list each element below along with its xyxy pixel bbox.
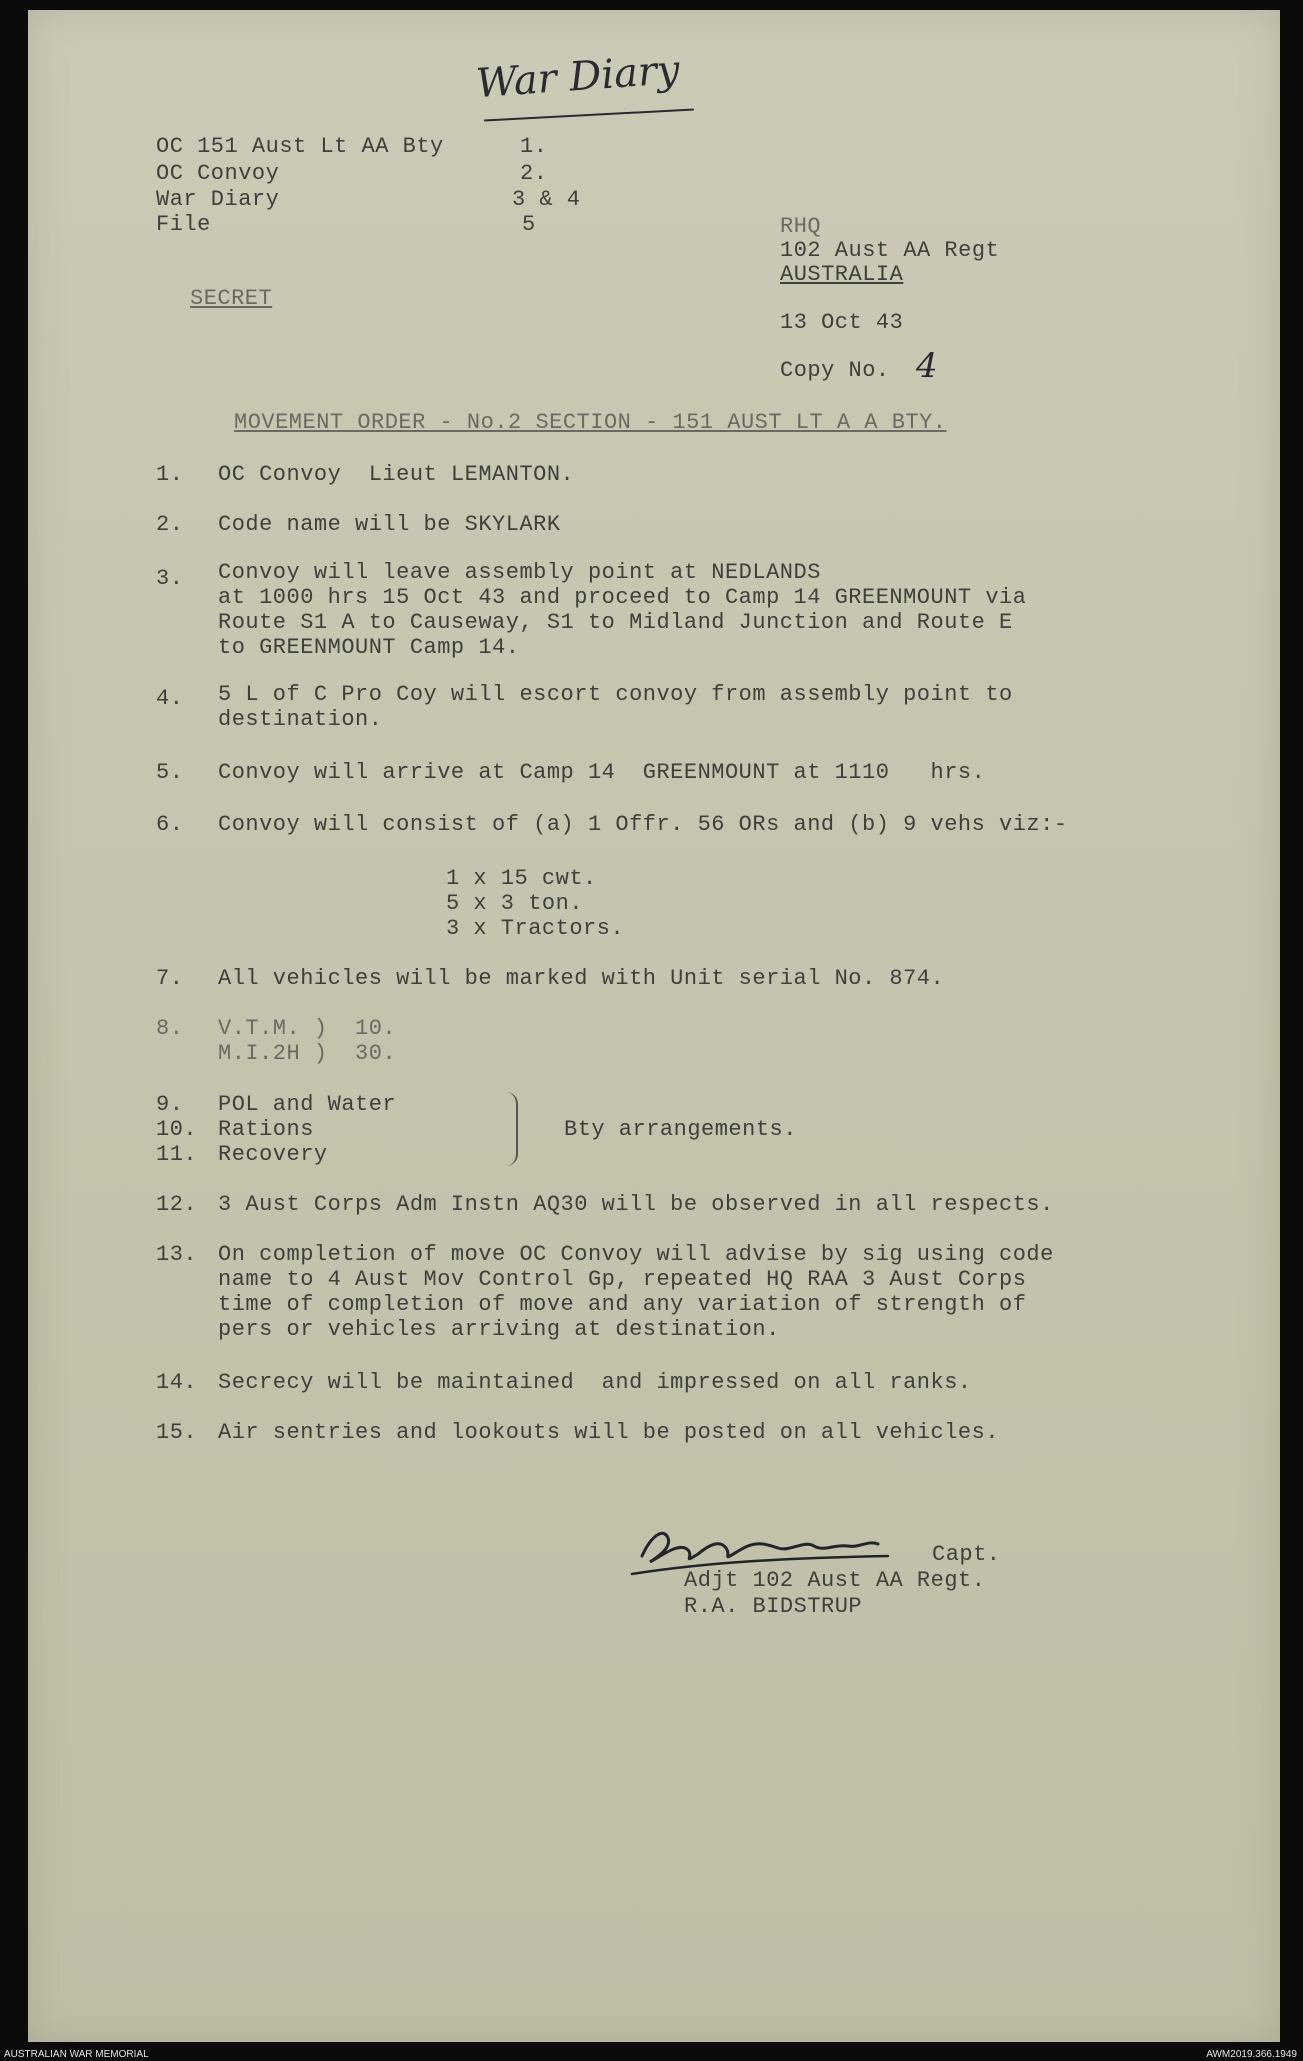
war-diary-handwritten-note: War Diary — [474, 46, 682, 108]
footer-accession-number: AWM2019.366.1949 — [1206, 2049, 1297, 2060]
para-5-line-1: Convoy will arrive at Camp 14 GREENMOUNT at 1110 hrs. — [218, 760, 986, 785]
para-3-line-3: Route S1 A to Causeway, S1 to Midland Junction and Route E — [218, 610, 1013, 635]
para-13-line-4: pers or vehicles arriving at destination. — [218, 1317, 780, 1342]
hq-line-rhq: RHQ — [780, 214, 822, 239]
document-sheet — [28, 10, 1280, 2042]
para-3-line-4: to GREENMOUNT Camp 14. — [218, 635, 520, 660]
para-8-line-1: V.T.M. ) 10. — [218, 1016, 397, 1041]
para-6-line-1: Convoy will consist of (a) 1 Offr. 56 ORs and (b) 9 vehs viz:- — [218, 812, 1068, 837]
para-10-number: 10. — [156, 1117, 198, 1142]
handwriting-underline — [484, 109, 694, 122]
distribution-recipient-1: OC 151 Aust Lt AA Bty — [156, 134, 444, 159]
bty-brace — [506, 1092, 518, 1166]
copy-number-handwritten: 4 — [916, 346, 938, 386]
para-12-number: 12. — [156, 1192, 198, 1217]
para-4-number: 4. — [156, 686, 184, 711]
hq-line-australia: AUSTRALIA — [780, 262, 904, 287]
distribution-copy-2: 2. — [520, 161, 548, 186]
para-11-text: Recovery — [218, 1142, 328, 1167]
para-1-number: 1. — [156, 462, 184, 487]
para-7-number: 7. — [156, 966, 184, 991]
vehicle-line-2: 5 x 3 ton. — [446, 891, 584, 916]
distribution-recipient-3: War Diary — [156, 187, 280, 212]
para-7-text: All vehicles will be marked with Unit serial No. 874. — [218, 966, 945, 991]
vehicle-line-3: 3 x Tractors. — [446, 916, 625, 941]
signatory-rank: Capt. — [932, 1542, 1001, 1567]
para-15-number: 15. — [156, 1420, 198, 1445]
para-8-line-2: M.I.2H ) 30. — [218, 1041, 397, 1066]
para-5-number: 5. — [156, 760, 184, 785]
copy-label: Copy No. — [780, 358, 890, 383]
para-4-line-2: destination. — [218, 707, 383, 732]
signatory-name: R.A. BIDSTRUP — [684, 1594, 863, 1619]
distribution-recipient-2: OC Convoy — [156, 161, 280, 186]
para-3-line-2: at 1000 hrs 15 Oct 43 and proceed to Camp 14 GREENMOUNT via — [218, 585, 1027, 610]
para-3-line-1: Convoy will leave assembly point at NEDLANDS — [218, 560, 821, 585]
signatory-appointment: Adjt 102 Aust AA Regt. — [684, 1568, 986, 1593]
para-6-number: 6. — [156, 812, 184, 837]
para-9-number: 9. — [156, 1092, 184, 1117]
para-10-text: Rations — [218, 1117, 314, 1142]
para-8-number: 8. — [156, 1016, 184, 1041]
para-13-line-2: name to 4 Aust Mov Control Gp, repeated HQ RAA 3 Aust Corps — [218, 1267, 1027, 1292]
para-3-number: 3. — [156, 566, 184, 591]
para-4-line-1: 5 L of C Pro Coy will escort convoy from assembly point to — [218, 682, 1013, 707]
para-13-line-3: time of completion of move and any variation of strength of — [218, 1292, 1027, 1317]
para-14-line-1: Secrecy will be maintained and impressed on all ranks. — [218, 1370, 972, 1395]
hq-date: 13 Oct 43 — [780, 310, 904, 335]
distribution-copy-4: 5 — [522, 212, 536, 237]
para-1-line-1: OC Convoy Lieut LEMANTON. — [218, 462, 575, 487]
para-11-number: 11. — [156, 1142, 198, 1167]
para-2-number: 2. — [156, 512, 184, 537]
distribution-copy-1: 1. — [520, 134, 548, 159]
bty-arrangements-note: Bty arrangements. — [564, 1117, 797, 1142]
distribution-recipient-4: File — [156, 212, 211, 237]
para-9-text: POL and Water — [218, 1092, 397, 1117]
para-14-number: 14. — [156, 1370, 198, 1395]
classification-secret: SECRET — [190, 286, 273, 311]
vehicle-line-1: 1 x 15 cwt. — [446, 866, 597, 891]
hq-line-regiment: 102 Aust AA Regt — [780, 238, 1000, 263]
footer-institution: AUSTRALIAN WAR MEMORIAL — [4, 2049, 149, 2060]
para-13-line-1: On completion of move OC Convoy will advise by sig using code — [218, 1242, 1054, 1267]
para-13-number: 13. — [156, 1242, 198, 1267]
para-15-line-1: Air sentries and lookouts will be posted on all vehicles. — [218, 1420, 1000, 1445]
distribution-copy-3: 3 & 4 — [512, 187, 581, 212]
para-2-line-1: Code name will be SKYLARK — [218, 512, 561, 537]
para-12-line-1: 3 Aust Corps Adm Instn AQ30 will be observed in all respects. — [218, 1192, 1054, 1217]
order-title: MOVEMENT ORDER - No.2 SECTION - 151 AUST LT A A BTY. — [234, 410, 947, 435]
